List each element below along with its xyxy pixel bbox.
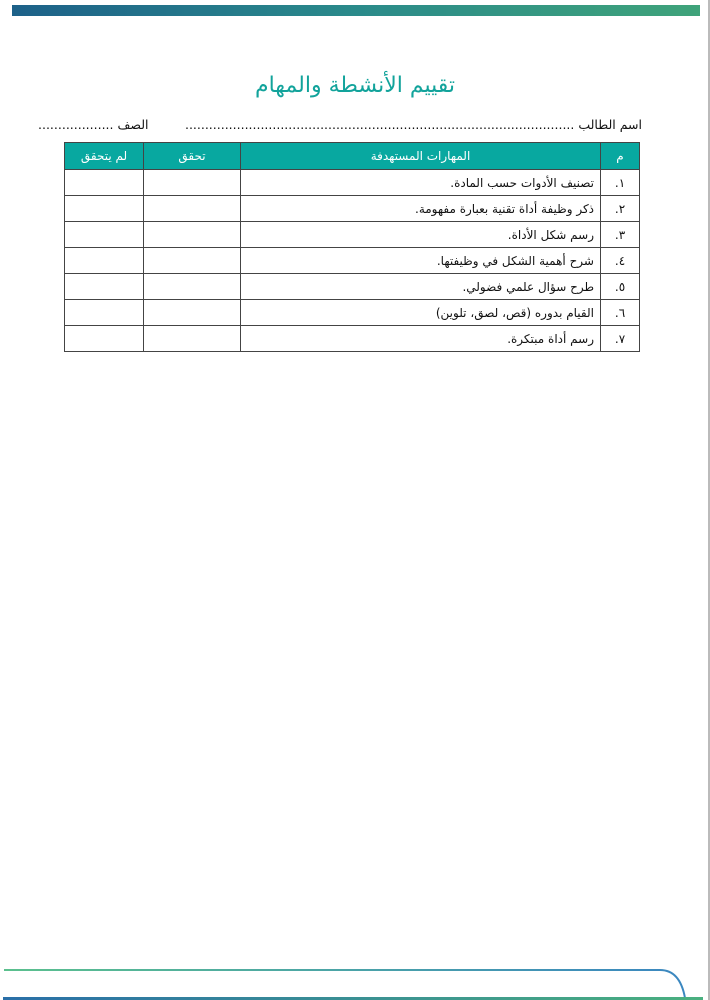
- not-achieved-cell[interactable]: [65, 274, 144, 300]
- row-number: ٣.: [601, 222, 640, 248]
- table-row: [65, 300, 640, 326]
- row-number: ٧.: [601, 326, 640, 352]
- header-not-achieved: لم يتحقق: [65, 143, 144, 170]
- skill-text: تصنيف الأدوات حسب المادة.: [241, 170, 601, 196]
- achieved-cell[interactable]: [144, 222, 241, 248]
- skills-table: [64, 142, 640, 352]
- footer-decoration: [0, 950, 710, 1000]
- row-number: ٦.: [601, 300, 640, 326]
- skill-text: طرح سؤال علمي فضولي.: [241, 274, 601, 300]
- not-achieved-cell[interactable]: [65, 170, 144, 196]
- header-skills: المهارات المستهدفة: [241, 143, 601, 170]
- table-header-row: [65, 143, 640, 170]
- not-achieved-cell[interactable]: [65, 326, 144, 352]
- not-achieved-cell[interactable]: [65, 196, 144, 222]
- row-number: ٤.: [601, 248, 640, 274]
- table-row: [65, 248, 640, 274]
- row-number: ١.: [601, 170, 640, 196]
- achieved-cell[interactable]: [144, 248, 241, 274]
- achieved-cell[interactable]: [144, 300, 241, 326]
- skill-text: شرح أهمية الشكل في وظيفتها.: [241, 248, 601, 274]
- skill-text: ذكر وظيفة أداة تقنية بعبارة مفهومة.: [241, 196, 601, 222]
- table-row: [65, 274, 640, 300]
- row-number: ٥.: [601, 274, 640, 300]
- row-number: ٢.: [601, 196, 640, 222]
- achieved-cell[interactable]: [144, 274, 241, 300]
- not-achieved-cell[interactable]: [65, 300, 144, 326]
- header-decoration-bar: [12, 5, 700, 16]
- page-title: تقييم الأنشطة والمهام: [254, 73, 456, 98]
- skill-text: القيام بدوره (قص، لصق، تلوين): [241, 300, 601, 326]
- header-achieved: تحقق: [144, 143, 241, 170]
- table-row: [65, 170, 640, 196]
- header-num: م: [601, 143, 640, 170]
- not-achieved-cell[interactable]: [65, 222, 144, 248]
- achieved-cell[interactable]: [144, 326, 241, 352]
- student-name-field: اسم الطالب ..................................................................................................: [184, 117, 642, 132]
- skill-text: رسم أداة مبتكرة.: [241, 326, 601, 352]
- table-row: [65, 222, 640, 248]
- achieved-cell[interactable]: [144, 196, 241, 222]
- achieved-cell[interactable]: [144, 170, 241, 196]
- skill-text: رسم شكل الأداة.: [241, 222, 601, 248]
- table-row: [65, 196, 640, 222]
- class-field: الصف ...................: [38, 117, 149, 132]
- not-achieved-cell[interactable]: [65, 248, 144, 274]
- table-row: [65, 326, 640, 352]
